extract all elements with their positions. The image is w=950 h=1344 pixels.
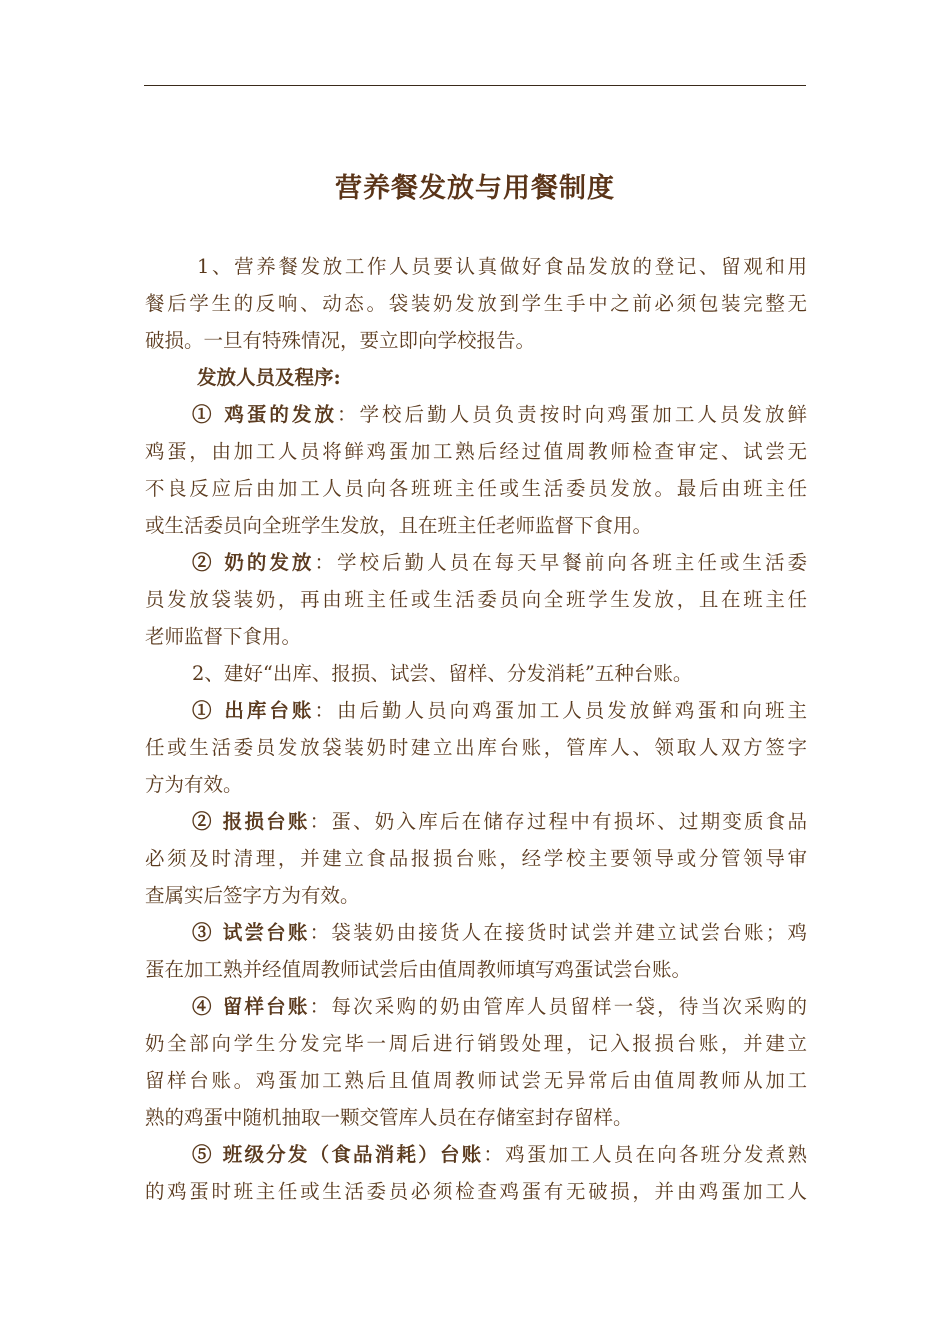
text-line: 的鸡蛋时班主任或生活委员必须检查鸡蛋有无破损，并由鸡蛋加工人	[145, 1180, 807, 1203]
item-text: ：袋装奶由接货人在接货时试尝并建立试尝台账；鸡	[309, 921, 807, 944]
item-label: ① 鸡蛋的发放	[192, 403, 337, 426]
text-line	[145, 692, 807, 729]
page-title: 营养餐发放与用餐制度	[335, 173, 615, 204]
text-line: 员发放袋装奶，再由班主任或生活委员向全班学生发放，且在班主任	[145, 588, 807, 611]
item-label: ④ 留样台账	[192, 995, 310, 1018]
text-line: 餐后学生的反响、动态。袋装奶发放到学生手中之前必须包装完整无	[145, 292, 807, 315]
paragraph-class-distribution-ledger	[145, 1136, 807, 1210]
text-line: 鸡蛋，由加工人员将鲜鸡蛋加工熟后经过值周教师检查审定、试尝无	[145, 440, 807, 463]
text-line: 奶全部向学生分发完毕一周后进行销毁处理，记入报损台账，并建立	[145, 1032, 807, 1055]
paragraph-milk-distribution	[145, 544, 807, 655]
text-line: 老师监督下食用。	[145, 625, 302, 648]
item-text: ：由后勤人员向鸡蛋加工人员发放鲜鸡蛋和向班主	[314, 699, 807, 722]
item-label: ② 奶的发放	[192, 551, 315, 574]
paragraph-2: 2、建好“出库、报损、试尝、留样、分发消耗”五种台账。	[192, 662, 693, 685]
item-label: ② 报损台账	[192, 810, 310, 833]
paragraph-tasting-ledger	[145, 914, 807, 988]
text-line	[145, 988, 807, 1025]
item-label: ① 出库台账	[192, 699, 315, 722]
paragraph-loss-ledger	[145, 803, 807, 914]
paragraph-1	[145, 248, 807, 359]
item-text: ：蛋、奶入库后在储存过程中有损坏、过期变质食品	[309, 810, 807, 833]
text-line: 留样台账。鸡蛋加工熟后且值周教师试尝无异常后由值周教师从加工	[145, 1069, 807, 1092]
text-line	[145, 914, 807, 951]
text-line	[145, 544, 807, 581]
text-line: 破损。一旦有特殊情况，要立即向学校报告。	[145, 329, 536, 352]
text-line	[145, 396, 807, 433]
paragraph-egg-distribution	[145, 396, 807, 544]
text-line: 方为有效。	[145, 773, 243, 796]
text-line: 必须及时清理，并建立食品报损台账，经学校主要领导或分管领导审	[145, 847, 807, 870]
item-text: ：鸡蛋加工人员在向各班分发煮熟	[483, 1143, 807, 1166]
text-line: 蛋在加工熟并经值周教师试尝后由值周教师填写鸡蛋试尝台账。	[145, 958, 692, 981]
item-label: ③ 试尝台账	[192, 921, 310, 944]
text-line	[145, 1136, 807, 1173]
item-text: ：学校后勤人员负责按时向鸡蛋加工人员发放鲜	[336, 403, 807, 426]
text-line: 1、营养餐发放工作人员要认真做好食品发放的登记、留观和用	[197, 255, 807, 278]
text-line: 或生活委员向全班学生发放，且在班主任老师监督下食用。	[145, 514, 653, 537]
text-line: 查属实后签字方为有效。	[145, 884, 360, 907]
text-line: 不良反应后由加工人员向各班班主任或生活委员发放。最后由班主任	[145, 477, 807, 500]
item-label: ⑤ 班级分发（食品消耗）台账	[192, 1143, 484, 1166]
item-text: ：学校后勤人员在每天早餐前向各班主任或生活委	[314, 551, 807, 574]
document-body	[145, 248, 807, 1210]
item-text: ：每次采购的奶由管库人员留样一袋，待当次采购的	[309, 995, 807, 1018]
header-rule	[144, 85, 806, 86]
paragraph-outbound-ledger	[145, 692, 807, 803]
text-line: 熟的鸡蛋中随机抽取一颗交管库人员在存储室封存留样。	[145, 1106, 633, 1129]
text-line: 任或生活委员发放袋装奶时建立出库台账，管库人、领取人双方签字	[145, 736, 807, 759]
section-heading: 发放人员及程序:	[197, 366, 341, 389]
text-line	[145, 803, 807, 840]
paragraph-sample-ledger	[145, 988, 807, 1136]
